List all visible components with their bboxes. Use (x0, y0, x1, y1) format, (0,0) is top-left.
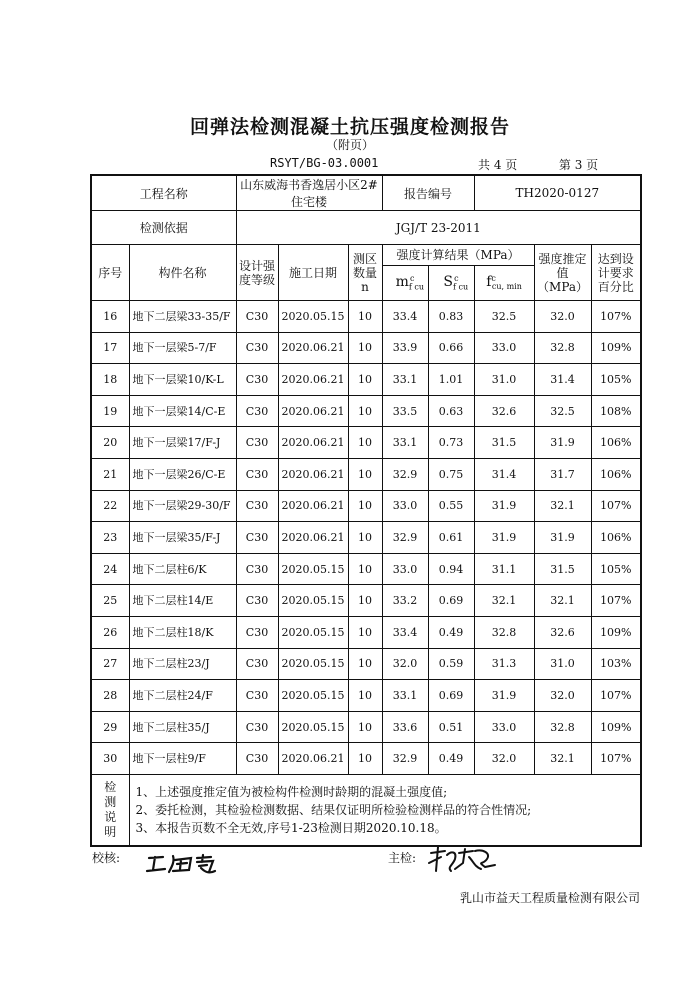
cell-estimate: 32.1 (534, 743, 591, 775)
cell-date: 2020.05.15 (278, 616, 348, 648)
cell-date: 2020.06.21 (278, 332, 348, 364)
cell-percent: 103% (591, 648, 641, 680)
cell-estimate: 31.0 (534, 648, 591, 680)
cell-name: 地下二层柱18/K (129, 616, 236, 648)
cell-date: 2020.05.15 (278, 680, 348, 712)
cell-estimate: 31.9 (534, 427, 591, 459)
cell-grade: C30 (236, 332, 278, 364)
cell-std-dev: 0.55 (428, 490, 474, 522)
cell-grade: C30 (236, 522, 278, 554)
note-line: 2、委托检测，其检验检测数据、结果仅证明所检验检测样品的符合性情况; (135, 802, 532, 817)
page-info (478, 156, 598, 173)
cell-std-dev: 1.01 (428, 364, 474, 396)
cell-zones: 10 (348, 585, 382, 617)
table-row (91, 490, 641, 522)
cell-min: 31.3 (474, 648, 534, 680)
cell-percent: 106% (591, 522, 641, 554)
cell-estimate: 32.1 (534, 585, 591, 617)
current-page: 第 3 页 (558, 158, 599, 172)
cell-name: 地下二层柱23/J (129, 648, 236, 680)
cell-zones: 10 (348, 395, 382, 427)
cell-mean: 33.9 (382, 332, 428, 364)
cell-min: 33.0 (474, 332, 534, 364)
cell-zones: 10 (348, 490, 382, 522)
checker-signature (145, 852, 225, 880)
report-number-value: TH2020-0127 (474, 175, 641, 211)
cell-percent: 109% (591, 332, 641, 364)
cell-percent: 109% (591, 711, 641, 743)
cell-estimate: 32.0 (534, 301, 591, 333)
project-name-label: 工程名称 (91, 175, 236, 211)
cell-name: 地下一层梁5-7/F (129, 332, 236, 364)
notes-label: 检测说明 (91, 774, 129, 846)
cell-date: 2020.05.15 (278, 711, 348, 743)
col-name: 构件名称 (129, 245, 236, 301)
cell-seq: 28 (91, 680, 129, 712)
cell-grade: C30 (236, 427, 278, 459)
cell-grade: C30 (236, 743, 278, 775)
note-line: 3、本报告页数不全无效,序号1-23检测日期2020.10.18。 (135, 820, 447, 835)
cell-grade: C30 (236, 680, 278, 712)
cell-mean: 33.6 (382, 711, 428, 743)
col-calc-group: 强度计算结果（MPa） (382, 245, 534, 266)
cell-zones: 10 (348, 743, 382, 775)
table-row (91, 458, 641, 490)
cell-name: 地下一层梁35/F-J (129, 522, 236, 554)
cell-mean: 32.9 (382, 522, 428, 554)
cell-date: 2020.05.15 (278, 585, 348, 617)
total-pages: 共 4 页 (478, 158, 518, 172)
table-row (91, 616, 641, 648)
cell-mean: 32.0 (382, 648, 428, 680)
cell-seq: 20 (91, 427, 129, 459)
table-row (91, 553, 641, 585)
col-seq: 序号 (91, 245, 129, 301)
cell-grade: C30 (236, 711, 278, 743)
cell-std-dev: 0.49 (428, 616, 474, 648)
cell-std-dev: 0.75 (428, 458, 474, 490)
table-row (91, 522, 641, 554)
table-row (91, 585, 641, 617)
cell-mean: 33.2 (382, 585, 428, 617)
cell-percent: 105% (591, 553, 641, 585)
cell-percent: 107% (591, 680, 641, 712)
cell-estimate: 31.5 (534, 553, 591, 585)
cell-min: 31.5 (474, 427, 534, 459)
report-title: 回弹法检测混凝土抗压强度检测报告 (189, 116, 510, 138)
cell-estimate: 31.4 (534, 364, 591, 396)
cell-name: 地下一层柱9/F (129, 743, 236, 775)
cell-mean: 32.9 (382, 458, 428, 490)
cell-estimate: 32.1 (534, 490, 591, 522)
cell-percent: 106% (591, 458, 641, 490)
cell-grade: C30 (236, 553, 278, 585)
cell-seq: 16 (91, 301, 129, 333)
table-row (91, 743, 641, 775)
cell-min: 32.1 (474, 585, 534, 617)
cell-estimate: 32.8 (534, 711, 591, 743)
col-std-dev: $S_{f cu}^c$ (428, 266, 474, 301)
cell-zones: 10 (348, 301, 382, 333)
cell-std-dev: 0.69 (428, 585, 474, 617)
cell-std-dev: 0.94 (428, 553, 474, 585)
col-zones: 测区数量n (348, 245, 382, 301)
cell-estimate: 32.8 (534, 332, 591, 364)
cell-mean: 33.5 (382, 395, 428, 427)
cell-seq: 22 (91, 490, 129, 522)
cell-std-dev: 0.69 (428, 680, 474, 712)
company-name: 乳山市益天工程质量检测有限公司 (460, 891, 641, 905)
cell-zones: 10 (348, 680, 382, 712)
cell-name: 地下一层梁17/F-J (129, 427, 236, 459)
cell-std-dev: 0.61 (428, 522, 474, 554)
cell-grade: C30 (236, 648, 278, 680)
cell-mean: 33.0 (382, 490, 428, 522)
cell-percent: 107% (591, 490, 641, 522)
table-row (91, 364, 641, 396)
cell-grade: C30 (236, 458, 278, 490)
cell-mean: 32.9 (382, 743, 428, 775)
cell-name: 地下一层梁29-30/F (129, 490, 236, 522)
table-row (91, 395, 641, 427)
cell-min: 31.0 (474, 364, 534, 396)
cell-estimate: 31.9 (534, 522, 591, 554)
cell-seq: 17 (91, 332, 129, 364)
cell-percent: 105% (591, 364, 641, 396)
cell-seq: 19 (91, 395, 129, 427)
cell-date: 2020.05.15 (278, 553, 348, 585)
cell-date: 2020.06.21 (278, 458, 348, 490)
cell-min: 31.9 (474, 490, 534, 522)
cell-mean: 33.0 (382, 553, 428, 585)
cell-min: 32.5 (474, 301, 534, 333)
cell-name: 地下二层柱6/K (129, 553, 236, 585)
checker-label: 校核: (92, 851, 121, 865)
cell-std-dev: 0.51 (428, 711, 474, 743)
cell-seq: 26 (91, 616, 129, 648)
col-mean: $m_{f cu}^c$ (382, 266, 428, 301)
cell-date: 2020.06.21 (278, 743, 348, 775)
cell-min: 31.1 (474, 553, 534, 585)
table-row (91, 301, 641, 333)
cell-percent: 107% (591, 585, 641, 617)
cell-name: 地下二层柱35/J (129, 711, 236, 743)
cell-date: 2020.06.21 (278, 427, 348, 459)
cell-percent: 109% (591, 616, 641, 648)
col-min: $f^c_{cu, min}$ (474, 266, 534, 301)
cell-std-dev: 0.73 (428, 427, 474, 459)
cell-std-dev: 0.59 (428, 648, 474, 680)
results-table (90, 174, 642, 847)
table-row (91, 332, 641, 364)
cell-grade: C30 (236, 301, 278, 333)
cell-zones: 10 (348, 711, 382, 743)
cell-grade: C30 (236, 616, 278, 648)
cell-zones: 10 (348, 648, 382, 680)
notes-text (129, 774, 641, 846)
cell-seq: 29 (91, 711, 129, 743)
table-row (91, 427, 641, 459)
project-name-value: 山东威海书香逸居小区2#住宅楼 (236, 175, 382, 211)
inspector-signature (425, 845, 500, 879)
cell-std-dev: 0.49 (428, 743, 474, 775)
cell-seq: 27 (91, 648, 129, 680)
inspector-label: 主检: (388, 851, 417, 865)
cell-seq: 30 (91, 743, 129, 775)
cell-name: 地下二层柱14/E (129, 585, 236, 617)
cell-estimate: 31.7 (534, 458, 591, 490)
cell-min: 32.6 (474, 395, 534, 427)
cell-min: 31.4 (474, 458, 534, 490)
cell-std-dev: 0.66 (428, 332, 474, 364)
cell-grade: C30 (236, 395, 278, 427)
report-subtitle: （附页） (325, 138, 374, 152)
col-percent: 达到设计要求百分比 (591, 245, 641, 301)
cell-min: 32.0 (474, 743, 534, 775)
document-number: RSYT/BG-03.0001 (270, 156, 379, 170)
cell-date: 2020.05.15 (278, 648, 348, 680)
cell-name: 地下一层梁14/C-E (129, 395, 236, 427)
cell-zones: 10 (348, 616, 382, 648)
cell-name: 地下二层柱24/F (129, 680, 236, 712)
cell-date: 2020.06.21 (278, 364, 348, 396)
cell-min: 32.8 (474, 616, 534, 648)
cell-percent: 106% (591, 427, 641, 459)
cell-estimate: 32.6 (534, 616, 591, 648)
cell-date: 2020.06.21 (278, 522, 348, 554)
cell-percent: 108% (591, 395, 641, 427)
cell-seq: 18 (91, 364, 129, 396)
report-number-label: 报告编号 (382, 175, 474, 211)
cell-percent: 107% (591, 301, 641, 333)
cell-mean: 33.4 (382, 616, 428, 648)
col-estimate: 强度推定值（MPa） (534, 245, 591, 301)
cell-seq: 21 (91, 458, 129, 490)
cell-estimate: 32.0 (534, 680, 591, 712)
cell-seq: 25 (91, 585, 129, 617)
cell-grade: C30 (236, 364, 278, 396)
cell-zones: 10 (348, 553, 382, 585)
cell-min: 33.0 (474, 711, 534, 743)
cell-mean: 33.1 (382, 680, 428, 712)
cell-date: 2020.06.21 (278, 395, 348, 427)
table-row (91, 648, 641, 680)
cell-zones: 10 (348, 458, 382, 490)
cell-percent: 107% (591, 743, 641, 775)
cell-name: 地下一层梁10/K-L (129, 364, 236, 396)
cell-min: 31.9 (474, 680, 534, 712)
basis-value: JGJ/T 23-2011 (236, 211, 641, 245)
cell-min: 31.9 (474, 522, 534, 554)
cell-grade: C30 (236, 490, 278, 522)
cell-std-dev: 0.83 (428, 301, 474, 333)
cell-seq: 24 (91, 553, 129, 585)
cell-zones: 10 (348, 332, 382, 364)
cell-mean: 33.1 (382, 364, 428, 396)
cell-zones: 10 (348, 427, 382, 459)
basis-label: 检测依据 (91, 211, 236, 245)
table-row (91, 711, 641, 743)
cell-estimate: 32.5 (534, 395, 591, 427)
note-line: 1、上述强度推定值为被检构件检测时龄期的混凝土强度值; (135, 784, 448, 799)
cell-zones: 10 (348, 364, 382, 396)
cell-grade: C30 (236, 585, 278, 617)
cell-date: 2020.06.21 (278, 490, 348, 522)
col-date: 施工日期 (278, 245, 348, 301)
cell-mean: 33.4 (382, 301, 428, 333)
cell-date: 2020.05.15 (278, 301, 348, 333)
cell-std-dev: 0.63 (428, 395, 474, 427)
cell-mean: 33.1 (382, 427, 428, 459)
cell-name: 地下二层梁33-35/F (129, 301, 236, 333)
col-grade: 设计强度等级 (236, 245, 278, 301)
table-row (91, 680, 641, 712)
cell-zones: 10 (348, 522, 382, 554)
cell-seq: 23 (91, 522, 129, 554)
cell-name: 地下一层梁26/C-E (129, 458, 236, 490)
